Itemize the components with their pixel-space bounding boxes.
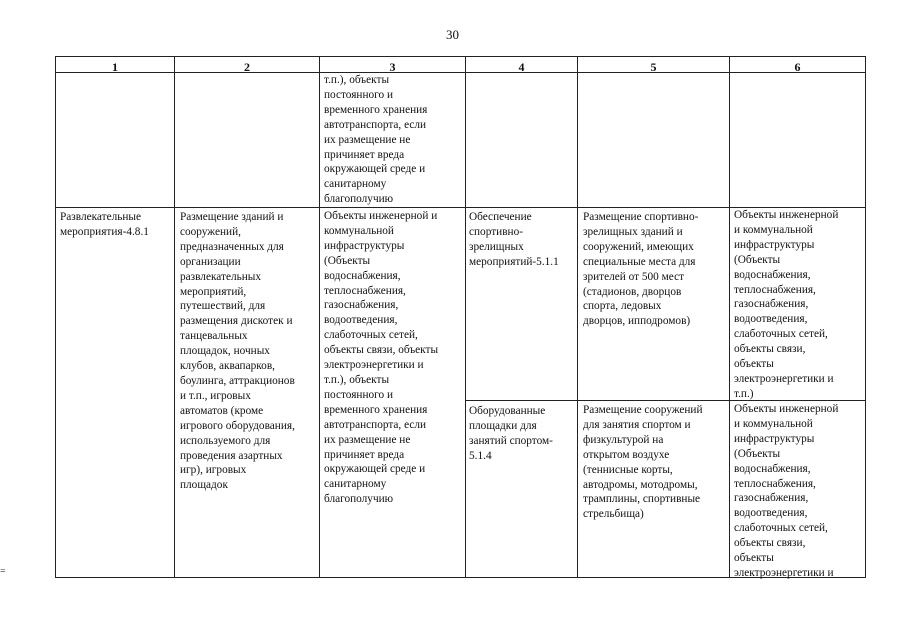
- sub-row-1-col-5: Размещение спортивно- зрелищных зданий и сооружений, имеющих специальные места для зрителей от 500 мест (стадионов, дворцов спорта, ледовых дворцов, ипподромов): [583, 211, 699, 328]
- header-col-3: 3: [389, 60, 396, 74]
- col-border-4: [577, 56, 578, 578]
- main-row-col-2: Размещение зданий и сооружений, предназначенных для организации развлекательных мероприятий, путешествий, для размещения дискотек и танцевальных площадок, ночных клубов, аквапарков, боулинга, аттракционов и т.п., игровых автоматов (кроме игрового оборудования, используемого для проведения азартных игр), игровых площадок: [180, 211, 295, 492]
- col-border-3: [465, 56, 466, 578]
- header-col-4: 4: [518, 60, 525, 74]
- sub-row-2-col-6: Объекты инженерной и коммунальной инфраструктуры (Объекты водоснабжения, теплоснабжения, газоснабжения, водоотведения, слаботочных сетей, объекты связи, объекты электроэнергетики и: [734, 403, 839, 579]
- table-top-border: [55, 56, 866, 57]
- sub-row-1-col-4: Обеспечение спортивно- зрелищных мероприятий-5.1.1: [469, 211, 559, 268]
- header-col-6: 6: [794, 60, 801, 74]
- header-col-2: 2: [244, 60, 250, 74]
- margin-mark: =: [0, 566, 6, 577]
- col-border-6: [865, 56, 866, 578]
- sub-row-1-col-6: Объекты инженерной и коммунальной инфраструктуры (Объекты водоснабжения, теплоснабжения, газоснабжения, водоотведения, слаботочных сетей, объекты связи, объекты электроэнергетики и т.п.): [734, 209, 839, 400]
- col-border-0: [55, 56, 56, 578]
- sub-row-2-col-4: Оборудованные площадки для занятий спортом- 5.1.4: [469, 405, 553, 462]
- col-border-5: [729, 56, 730, 578]
- main-row-col-3: Объекты инженерной и коммунальной инфраструктуры (Объекты водоснабжения, теплоснабжения, газоснабжения, водоотведения, слаботочных сетей, объекты связи, объекты электроэнергетики и т.п.), объекты постоянного и временного хранения автотранспорта, если их размещение не причиняет вреда окружающей среде и санитарному благополучию: [324, 210, 439, 506]
- header-col-1: 1: [112, 60, 118, 74]
- continuation-col-3: т.п.), объекты постоянного и временного хранения автотранспорта, если их размещение не причиняет вреда окружающей среде и санитарному благополучию: [324, 74, 428, 206]
- col-border-2: [319, 56, 320, 578]
- header-col-5: 5: [650, 60, 657, 74]
- sub-row-2-col-5: Размещение сооружений для занятия спортом и физкультурой на открытом воздухе (теннисные корты, автодромы, мотодромы, трамплины, спортивные стрельбища): [583, 404, 703, 521]
- main-row-col-1: Развлекательные мероприятия-4.8.1: [60, 211, 149, 238]
- col-border-1: [174, 56, 175, 578]
- page-number: 30: [446, 27, 459, 42]
